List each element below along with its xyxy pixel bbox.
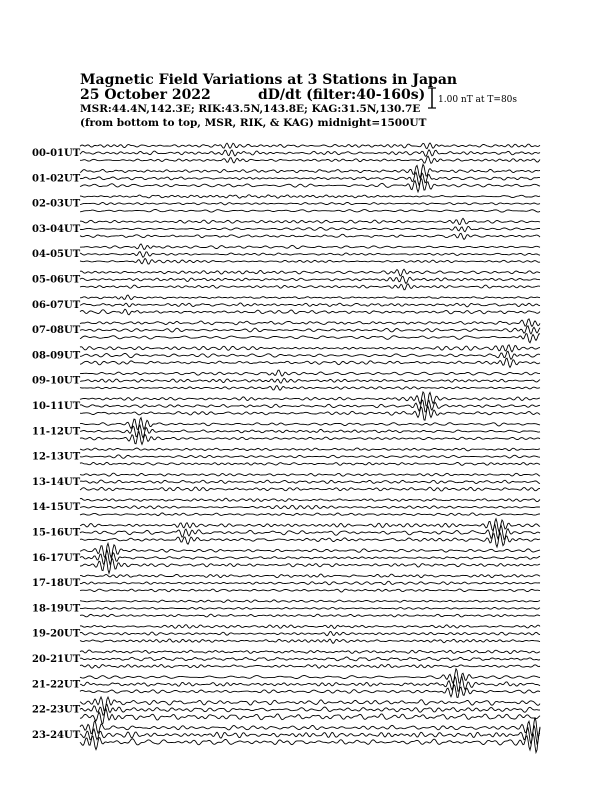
trace-rik — [80, 525, 540, 540]
trace-kag — [80, 295, 540, 300]
hour-label: 10-11UT — [32, 401, 81, 412]
trace-msr — [80, 533, 540, 547]
trace-rik — [80, 607, 540, 609]
hour-label: 16-17UT — [32, 552, 81, 564]
trace-kag — [80, 143, 540, 149]
trace-rik — [80, 581, 540, 585]
trace-rik — [80, 677, 540, 692]
trace-msr — [80, 284, 540, 290]
trace-msr — [80, 639, 540, 643]
trace-msr — [80, 358, 540, 367]
trace-rik — [80, 400, 540, 412]
hour-label: 17-18UT — [32, 578, 81, 590]
trace-kag — [80, 345, 540, 352]
trace-kag — [80, 519, 540, 532]
station-order-note: (from bottom to top, MSR, RIK, & KAG) midnight=1500UT — [80, 117, 427, 129]
trace-msr — [80, 557, 540, 573]
hour-label: 09-10UT — [32, 375, 81, 387]
trace-kag — [80, 543, 540, 557]
trace-kag — [80, 392, 540, 406]
trace-msr — [80, 709, 540, 724]
scale-bar — [428, 88, 436, 108]
trace-rik — [80, 550, 540, 565]
trace-msr — [80, 487, 540, 491]
trace-kag — [80, 669, 540, 683]
hour-label: 19-20UT — [32, 628, 81, 640]
trace-msr — [80, 309, 540, 315]
trace-rik — [80, 725, 540, 744]
trace-rik — [80, 455, 540, 458]
hour-label: 08-09UT — [32, 350, 81, 362]
hour-label: 00-01UT — [32, 148, 81, 159]
hour-label: 12-13UT — [32, 451, 81, 463]
trace-rik — [80, 505, 540, 509]
hour-labels — [32, 148, 81, 741]
trace-rik — [80, 480, 540, 484]
trace-msr — [80, 462, 540, 465]
trace-rik — [80, 378, 540, 383]
trace-rik — [80, 150, 540, 157]
station-coordinates: MSR:44.4N,142.3E; RIK:43.5N,143.8E; KAG:31.5N,130.7E — [80, 103, 421, 115]
trace-msr — [80, 664, 540, 668]
trace-kag — [80, 319, 540, 327]
trace-rik — [80, 202, 540, 205]
trace-msr — [80, 589, 540, 592]
trace-kag — [80, 195, 540, 198]
hour-label: 03-04UT — [32, 223, 81, 235]
trace-kag — [80, 498, 540, 502]
chart-title: Magnetic Field Variations at 3 Stations in Japan — [80, 72, 458, 88]
trace-kag — [80, 269, 540, 276]
hour-label: 07-08UT — [32, 325, 81, 337]
trace-rik — [80, 276, 540, 283]
hour-label: 01-02UT — [32, 173, 81, 185]
trace-rik — [80, 704, 540, 715]
trace-kag — [80, 448, 540, 451]
hour-label: 11-12UT — [32, 426, 81, 438]
hour-label: 04-05UT — [32, 249, 81, 261]
trace-msr — [80, 513, 540, 516]
trace-rik — [80, 172, 540, 185]
trace-msr — [80, 258, 540, 264]
hour-label: 05-06UT — [32, 274, 81, 286]
chart-quantity: dD/dt (filter:40-160s) — [258, 87, 426, 103]
scale-bar-label: 1.00 nT at T=80s — [438, 95, 518, 105]
trace-msr — [80, 209, 540, 212]
trace-kag — [80, 650, 540, 654]
trace-msr — [80, 156, 540, 163]
trace-kag — [80, 164, 540, 178]
trace-msr — [80, 233, 540, 239]
hour-label: 02-03UT — [32, 198, 81, 210]
trace-kag — [80, 244, 540, 250]
trace-msr — [80, 334, 540, 343]
trace-kag — [80, 625, 540, 629]
trace-rik — [80, 425, 540, 438]
trace-msr — [80, 406, 540, 420]
trace-kag — [80, 600, 540, 603]
trace-msr — [80, 386, 540, 391]
hour-label: 23-24UT — [32, 729, 81, 741]
trace-group — [80, 143, 540, 752]
trace-rik — [80, 226, 540, 231]
hour-label: 21-22UT — [32, 679, 81, 691]
hour-label: 20-21UT — [32, 654, 81, 665]
trace-rik — [80, 252, 540, 258]
hour-label: 06-07UT — [32, 299, 81, 311]
trace-kag — [80, 473, 540, 476]
trace-rik — [80, 632, 540, 636]
chart-date: 25 October 2022 — [80, 87, 211, 103]
trace-rik — [80, 326, 540, 334]
trace-rik — [80, 303, 540, 307]
trace-kag — [80, 574, 540, 578]
trace-kag — [80, 218, 540, 224]
hour-label: 13-14UT — [32, 476, 81, 488]
hour-label: 18-19UT — [32, 603, 81, 615]
trace-msr — [80, 178, 540, 192]
trace-rik — [80, 657, 540, 661]
trace-msr — [80, 614, 540, 617]
trace-rik — [80, 351, 540, 359]
trace-kag — [80, 418, 540, 430]
trace-kag — [80, 370, 540, 376]
hour-label: 22-23UT — [32, 704, 81, 716]
hour-label: 15-16UT — [32, 527, 81, 539]
hour-label: 14-15UT — [32, 502, 81, 514]
